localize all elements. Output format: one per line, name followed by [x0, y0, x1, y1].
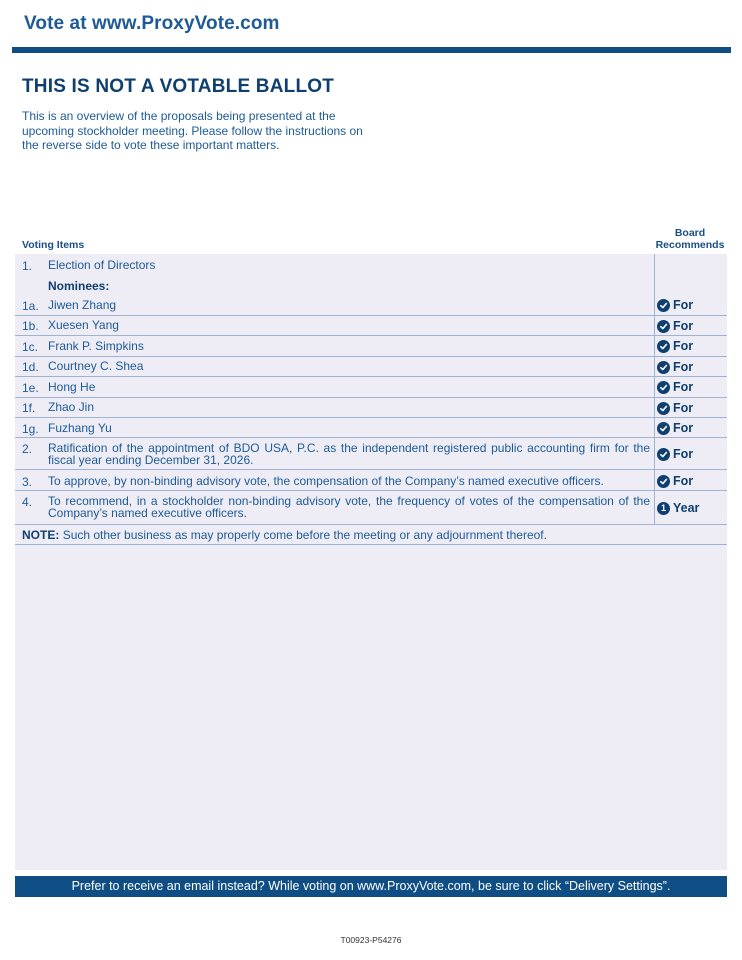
- item-row-1b: [15, 316, 727, 336]
- item-row-2: [15, 438, 727, 470]
- page-title: THIS IS NOT A VOTABLE BALLOT: [22, 76, 335, 97]
- recommendation-value: For: [673, 401, 694, 415]
- note-row: [15, 525, 727, 545]
- item-row-4: [15, 491, 727, 525]
- recommendation-value: For: [673, 447, 694, 461]
- nominees-row: [15, 275, 727, 295]
- check-circle-icon: [657, 475, 670, 488]
- recommendation: [657, 360, 693, 374]
- document-code: T00923-P54276: [340, 935, 402, 945]
- recommendation-value: For: [673, 298, 694, 312]
- check-circle-icon: [657, 402, 670, 415]
- item-number: 1c.: [22, 340, 39, 354]
- header-rule: [12, 47, 731, 53]
- item-row-1c: [15, 336, 727, 357]
- item-text: Hong He: [48, 380, 96, 394]
- board-header-line2: Recommends: [655, 238, 725, 251]
- check-circle-icon: [657, 340, 670, 353]
- check-circle-icon: [657, 422, 670, 435]
- item-row-1f: [15, 398, 727, 418]
- item-number: 1d.: [22, 360, 39, 374]
- recommendation-value: For: [673, 360, 694, 374]
- item-text: Xuesen Yang: [48, 318, 119, 332]
- recommendation: [657, 421, 693, 435]
- board-header-line1: Board: [674, 227, 706, 239]
- item-number: 1f.: [22, 401, 36, 415]
- recommendation-value: For: [673, 339, 694, 353]
- recommendation-value: For: [673, 421, 694, 435]
- check-circle-icon: [657, 381, 670, 394]
- item-number: 1e.: [22, 381, 39, 395]
- recommendation: [657, 501, 699, 515]
- item-text: Ratification of the appointment of BDO USA, P.C. as the independent registered public accounting firm for the fiscal year ending December 31, 2026.: [48, 441, 650, 467]
- item-number: 1g.: [22, 422, 39, 436]
- recommendation: [657, 380, 693, 394]
- nominees-label: Nominees:: [48, 279, 110, 293]
- number-one-circle-icon: 1: [657, 502, 670, 515]
- item-number: 1a.: [22, 299, 39, 313]
- check-circle-icon: [657, 320, 670, 333]
- check-circle-icon: [657, 299, 670, 312]
- item-text: Courtney C. Shea: [48, 359, 144, 373]
- item-row-3: [15, 470, 727, 491]
- item-row-1a: [15, 295, 727, 316]
- recommendation-value: For: [673, 380, 694, 394]
- note-label: NOTE:: [22, 528, 60, 542]
- item-row-1d: [15, 357, 727, 377]
- recommendation: [657, 474, 693, 488]
- recommendation-value: Year: [673, 501, 700, 515]
- item-text: Frank P. Simpkins: [48, 339, 144, 353]
- recommendation: [657, 298, 693, 312]
- check-circle-icon: [657, 448, 670, 461]
- item-text: To approve, by non-binding advisory vote, the compensation of the Company’s named executive officers.: [48, 474, 604, 488]
- item-number: 4.: [22, 495, 33, 509]
- item-text: Jiwen Zhang: [48, 298, 117, 312]
- voting-items-header: Voting Items: [22, 239, 85, 251]
- recommendation: [657, 339, 693, 353]
- item-text: To recommend, in a stockholder non-binding advisory vote, the frequency of votes of the compensation of the Company’s named executive officers.: [48, 494, 650, 520]
- header-url: Vote at www.ProxyVote.com: [24, 13, 280, 34]
- item-row-1e: [15, 377, 727, 398]
- recommendation: [657, 447, 693, 461]
- item-row-1: [15, 254, 727, 275]
- item-number: 3.: [22, 475, 33, 489]
- item-text: Election of Directors: [48, 258, 156, 272]
- recommendation-value: For: [673, 319, 694, 333]
- item-text: Fuzhang Yu: [48, 421, 112, 435]
- email-delivery-banner: Prefer to receive an email instead? While voting on www.ProxyVote.com, be sure to click “Delivery Settings”.: [15, 876, 727, 897]
- recommendation: [657, 401, 693, 415]
- item-text: Zhao Jin: [48, 400, 95, 414]
- item-row-1g: [15, 418, 727, 438]
- board-recommends-header: [652, 228, 728, 251]
- note-text: Such other business as may properly come before the meeting or any adjournment thereof.: [62, 528, 547, 542]
- intro-text: This is an overview of the proposals being presented at the upcoming stockholder meeting. Please follow the instructions on the reverse side to vote these important matters.: [22, 109, 363, 153]
- recommendation-value: For: [673, 474, 694, 488]
- item-number: 1b.: [22, 319, 39, 333]
- check-circle-icon: [657, 361, 670, 374]
- item-number: 1.: [22, 259, 33, 273]
- recommendation: [657, 319, 693, 333]
- item-number: 2.: [22, 442, 33, 456]
